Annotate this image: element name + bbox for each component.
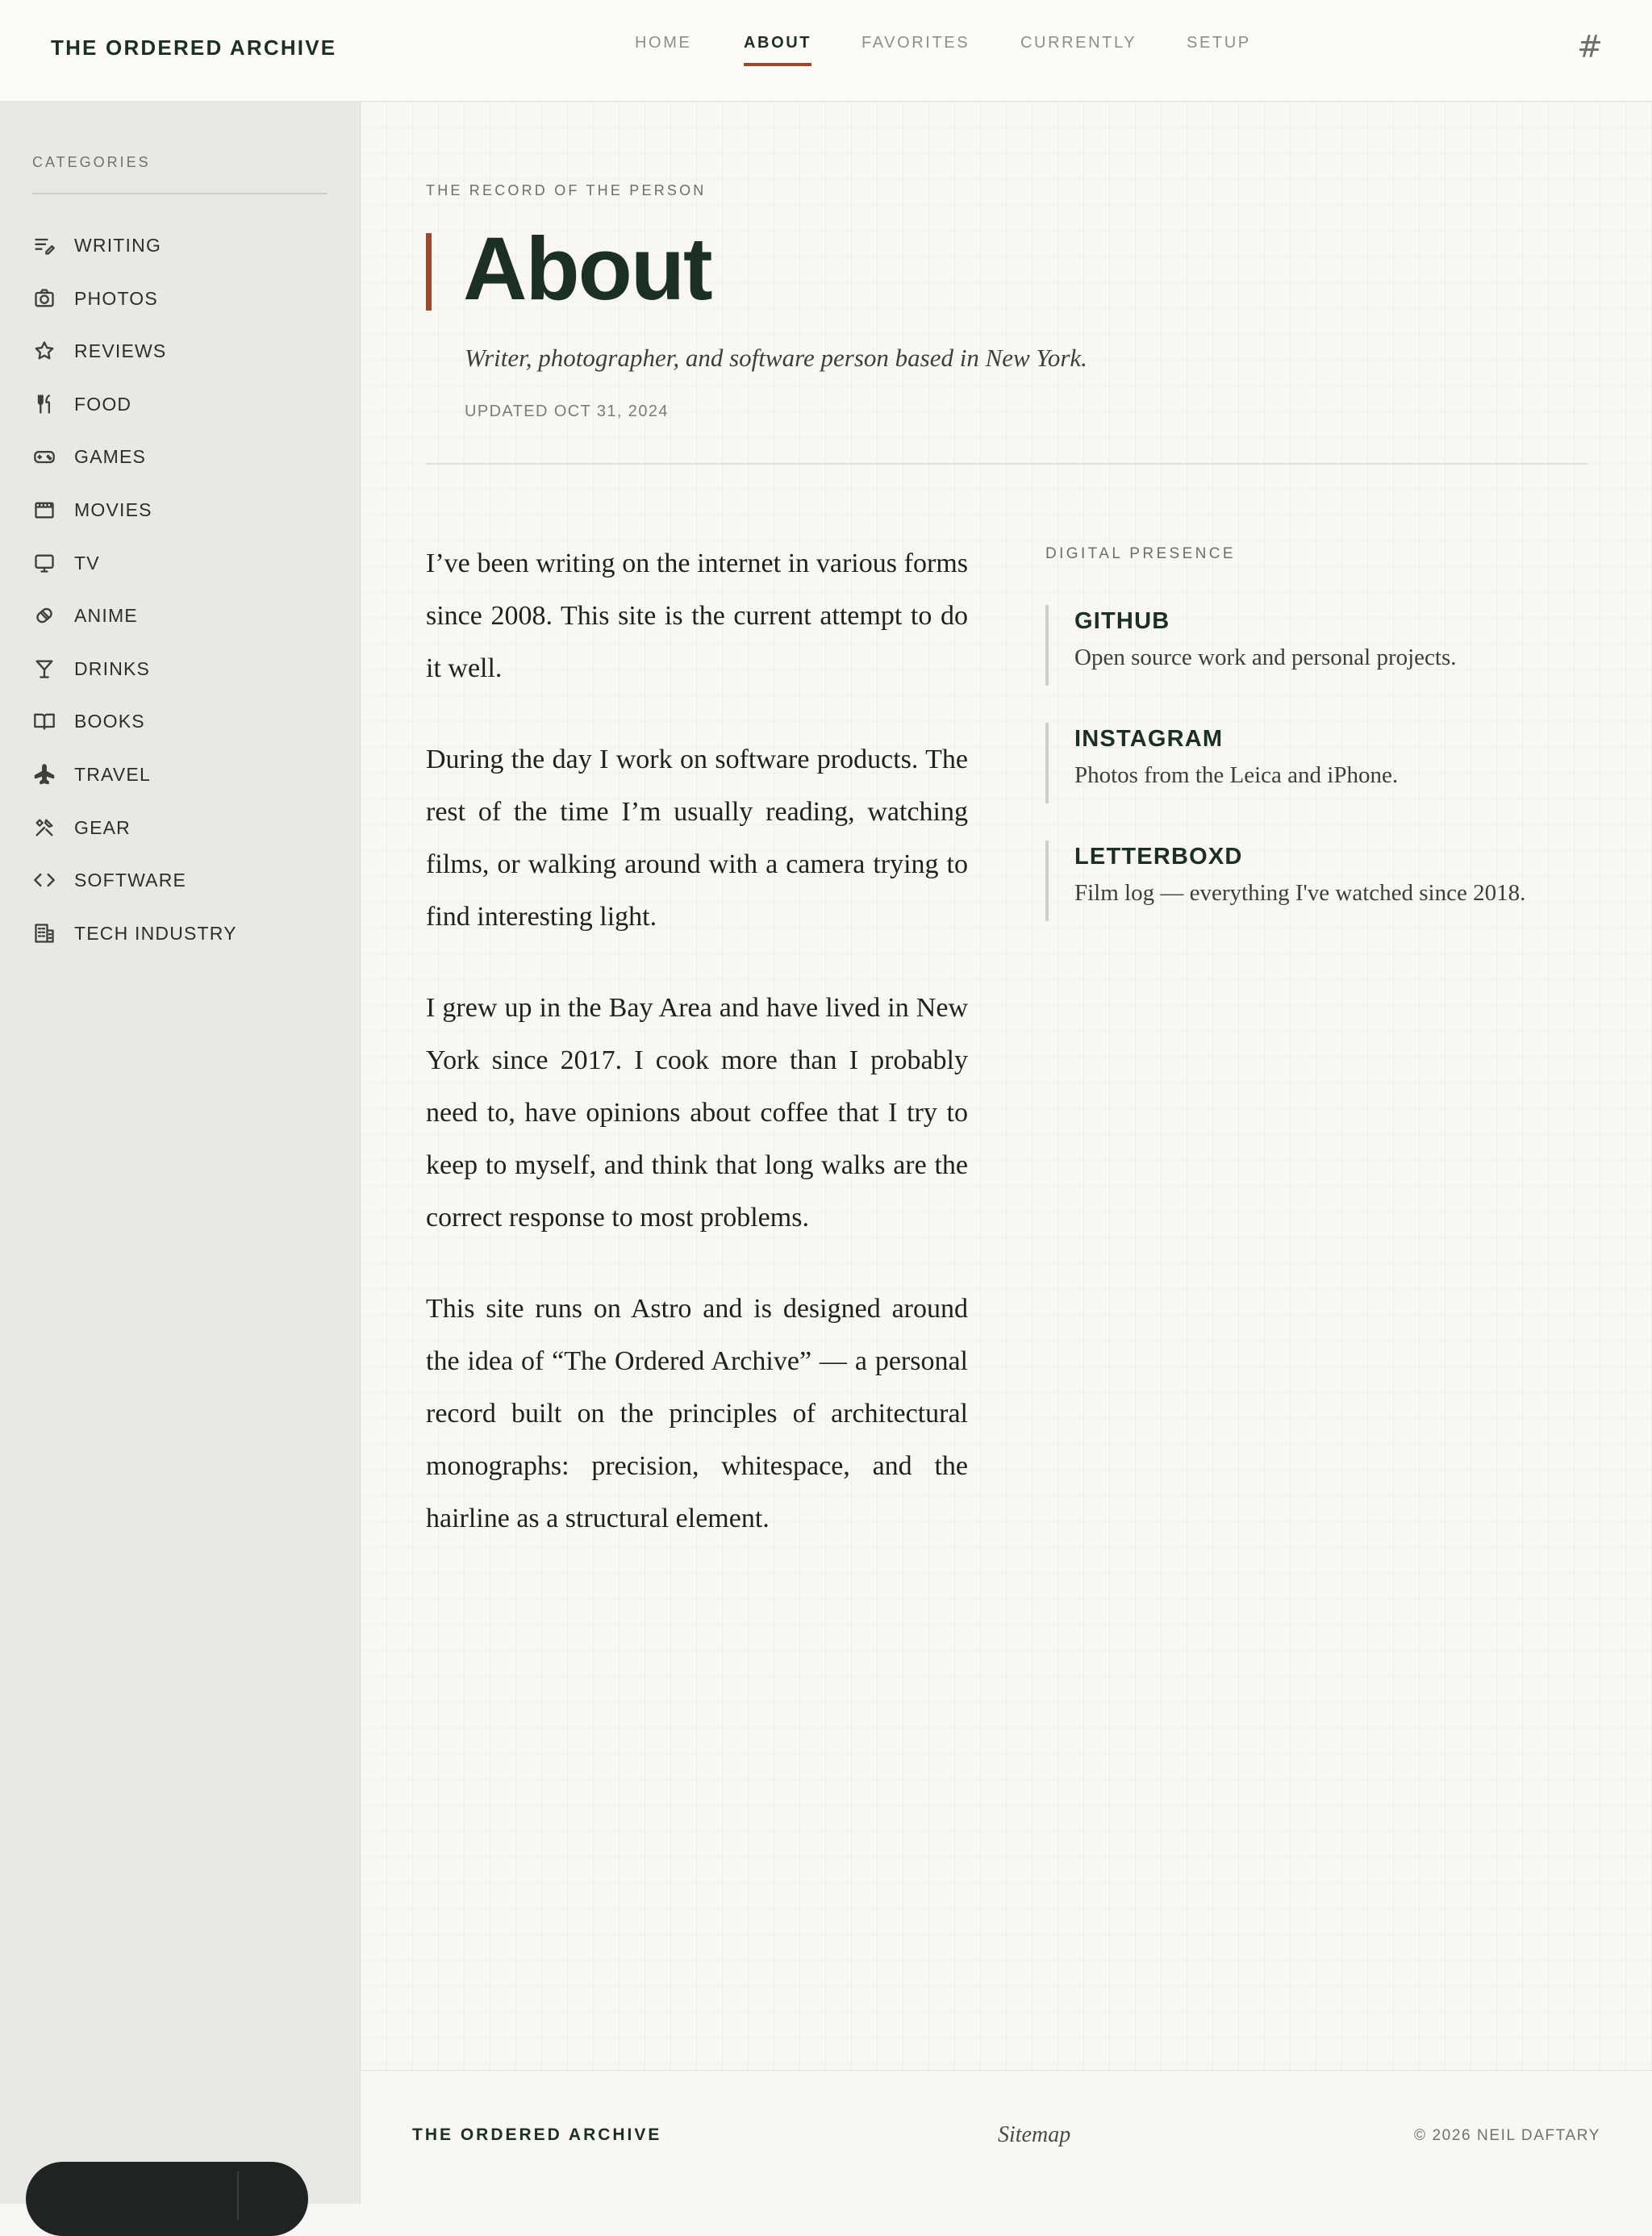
- body-paragraph: This site runs on Astro and is designed around the idea of “The Ordered Archive” — a personal record built on the principles of architectural monographs: precision, whitespace, and the hairline as a structural element.: [426, 1294, 968, 1533]
- anime-icon: [32, 603, 56, 628]
- body-paragraph: I’ve been writing on the internet in various forms since 2008. This site is the current attempt to do it well.: [426, 549, 968, 683]
- sidebar-divider: [32, 193, 327, 194]
- presence-list: [1045, 605, 1594, 958]
- sidebar-item-label: GEAR: [74, 816, 131, 838]
- presence-desc: Film log — everything I've watched since 2018.: [1074, 880, 1526, 906]
- plane-icon: [32, 762, 56, 786]
- site-header: [0, 0, 1652, 102]
- page-title: About: [463, 219, 711, 319]
- cocktail-icon: [32, 657, 56, 681]
- sidebar-item-label: PHOTOS: [74, 287, 158, 309]
- category-sidebar: [0, 102, 361, 2204]
- header-divider: [426, 463, 1587, 465]
- main-nav: [0, 34, 1652, 66]
- gamepad-icon: [32, 444, 56, 469]
- sidebar-item-label: WRITING: [74, 234, 162, 256]
- nav-home[interactable]: HOME: [635, 34, 692, 52]
- sidebar-item-label: TECH INDUSTRY: [74, 922, 237, 944]
- site-brand[interactable]: THE ORDERED ARCHIVE: [51, 35, 337, 60]
- sidebar-item-label: ANIME: [74, 604, 138, 626]
- presence-item-instagram[interactable]: [1045, 723, 1594, 803]
- sidebar-item-reviews[interactable]: [32, 335, 339, 367]
- camera-icon: [32, 286, 56, 311]
- book-icon: [32, 709, 56, 733]
- main-content: [361, 102, 1652, 2070]
- sidebar-item-label: FOOD: [74, 393, 132, 415]
- presence-desc: Open source work and personal projects.: [1074, 645, 1457, 670]
- presence-item-letterboxd[interactable]: [1045, 841, 1594, 921]
- sidebar-item-tv[interactable]: [32, 547, 339, 579]
- sidebar-title: CATEGORIES: [32, 154, 151, 170]
- presence-item-github[interactable]: [1045, 605, 1594, 686]
- sidebar-item-label: GAMES: [74, 445, 147, 467]
- sidebar-item-software[interactable]: [32, 864, 339, 896]
- sidebar-item-movies[interactable]: [32, 494, 339, 526]
- building-icon: [32, 921, 56, 945]
- updated-date: UPDATED OCT 31, 2024: [465, 403, 669, 420]
- sidebar-item-travel[interactable]: [32, 758, 339, 791]
- tv-icon: [32, 551, 56, 575]
- toolbar-divider: [237, 2171, 239, 2220]
- sidebar-item-label: REVIEWS: [74, 340, 167, 361]
- presence-name: LETTERBOXD: [1074, 844, 1243, 870]
- sidebar-item-label: DRINKS: [74, 657, 151, 679]
- nav-favorites[interactable]: FAVORITES: [861, 34, 970, 52]
- about-body: [426, 537, 968, 1583]
- sidebar-item-label: TV: [74, 552, 100, 574]
- sitemap-link[interactable]: Sitemap: [998, 2122, 1071, 2147]
- title-accent-bar: [426, 233, 432, 311]
- floating-toolbar[interactable]: [26, 2162, 308, 2236]
- body-paragraph: I grew up in the Bay Area and have lived in New York since 2017. I cook more than I probably need to, have opinions about coffee that I try to keep to myself, and think that long walks are the correct response to most problems.: [426, 993, 968, 1233]
- utensils-icon: [32, 392, 56, 416]
- page-eyebrow: THE RECORD OF THE PERSON: [426, 182, 707, 198]
- hash-icon[interactable]: #: [1577, 29, 1603, 65]
- sidebar-item-label: BOOKS: [74, 710, 145, 732]
- sidebar-item-gear[interactable]: [32, 811, 339, 844]
- sidebar-item-label: SOFTWARE: [74, 869, 187, 891]
- tools-icon: [32, 816, 56, 840]
- sidebar-item-anime[interactable]: [32, 599, 339, 632]
- writing-icon: [32, 233, 56, 257]
- nav-about[interactable]: ABOUT: [744, 34, 812, 52]
- sidebar-item-label: MOVIES: [74, 499, 152, 520]
- page-subtitle: Writer, photographer, and software person based in New York.: [465, 344, 1087, 372]
- footer-brand[interactable]: THE ORDERED ARCHIVE: [412, 2125, 662, 2144]
- presence-title: DIGITAL PRESENCE: [1045, 545, 1236, 562]
- nav-currently[interactable]: CURRENTLY: [1020, 34, 1137, 52]
- sidebar-item-drinks[interactable]: [32, 653, 339, 685]
- sidebar-item-food[interactable]: [32, 388, 339, 420]
- film-icon: [32, 498, 56, 522]
- sidebar-item-label: TRAVEL: [74, 763, 151, 785]
- nav-setup[interactable]: SETUP: [1187, 34, 1251, 52]
- sidebar-item-writing[interactable]: [32, 229, 339, 261]
- sidebar-item-books[interactable]: [32, 705, 339, 737]
- body-paragraph: During the day I work on software products. The rest of the time I’m usually reading, watching films, or walking around with a camera trying to find interesting light.: [426, 745, 968, 932]
- star-icon: [32, 339, 56, 363]
- code-icon: [32, 868, 56, 892]
- sidebar-item-games[interactable]: [32, 440, 339, 473]
- presence-name: GITHUB: [1074, 608, 1170, 634]
- presence-desc: Photos from the Leica and iPhone.: [1074, 762, 1399, 788]
- site-footer: [361, 2070, 1652, 2204]
- presence-name: INSTAGRAM: [1074, 726, 1224, 752]
- sidebar-item-tech-industry[interactable]: [32, 917, 339, 949]
- footer-copyright: © 2026 NEIL DAFTARY: [1414, 2127, 1600, 2144]
- sidebar-item-photos[interactable]: [32, 282, 339, 315]
